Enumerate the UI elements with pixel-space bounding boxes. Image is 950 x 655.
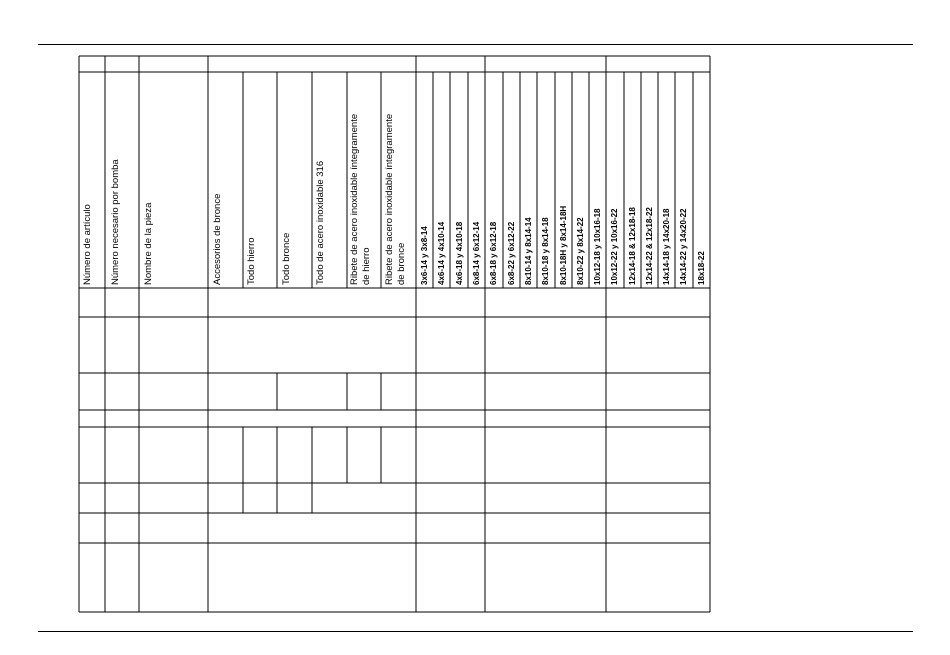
size-label: 10x12-18 y 10x16-18 bbox=[593, 208, 602, 285]
size-label: 8x10-18 y 8x14-18 bbox=[541, 217, 550, 285]
header-item-number: Número de artículo bbox=[82, 204, 93, 285]
header-material-4-line-1: de hierro bbox=[361, 247, 372, 285]
size-label: 12x14-22 & 12x18-22 bbox=[645, 207, 654, 285]
header-part-name: Nombre de la pieza bbox=[143, 202, 154, 285]
size-label: 6x8-22 y 6x12-22 bbox=[507, 221, 516, 285]
size-label: 4x6-18 y 4x10-18 bbox=[455, 221, 464, 285]
size-label: 8x10-14 y 8x14-14 bbox=[524, 217, 533, 285]
header-material-4-line-0: Ribete de acero inoxidable íntegramente bbox=[349, 113, 360, 285]
size-label: 3x6-14 y 3x8-14 bbox=[420, 226, 429, 285]
header-material-5-line-0: Ribete de acero inoxidable íntegramente bbox=[384, 113, 395, 285]
size-label: 14x14-22 y 14x20-22 bbox=[679, 208, 688, 285]
header-material-0-line-0: Accesorios de bronce bbox=[212, 193, 223, 285]
header-material-5-line-1: de bronce bbox=[396, 242, 407, 285]
size-label: 8x10-22 y 8x14-22 bbox=[576, 217, 585, 285]
header-material-3-line-0: Todo de acero inoxidable 316 bbox=[315, 160, 326, 285]
size-label: 6x8-18 y 6x12-18 bbox=[489, 221, 498, 285]
size-label: 14x14-18 y 14x20-18 bbox=[662, 208, 671, 285]
header-material-1-line-0: Todo hierro bbox=[246, 237, 257, 285]
size-label: 6x8-14 y 6x12-14 bbox=[472, 221, 481, 285]
header-material-2-line-0: Todo bronce bbox=[281, 232, 292, 285]
size-label: 4x6-14 y 4x10-14 bbox=[437, 221, 446, 285]
size-label: 12x14-18 & 12x18-18 bbox=[628, 207, 637, 285]
size-label: 10x12-22 y 10x16-22 bbox=[610, 208, 619, 285]
size-label: 18x18-22 bbox=[697, 251, 706, 285]
header-qty-per-pump: Número necesario por bomba bbox=[110, 159, 121, 285]
table-header-labels bbox=[82, 114, 706, 285]
size-label: 8x10-18H y 8x14-18H bbox=[559, 205, 568, 285]
